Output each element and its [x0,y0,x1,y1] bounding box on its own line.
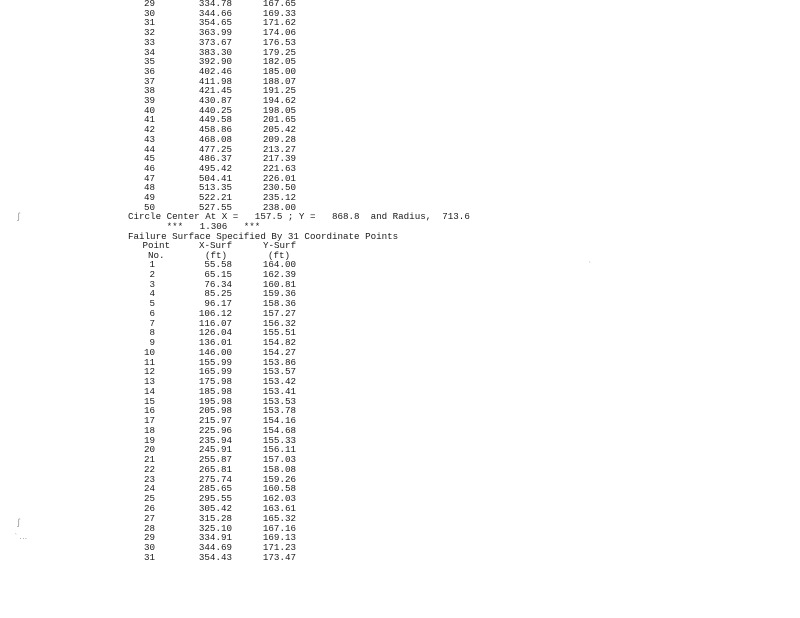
point-number-cell: 34 [143,46,155,58]
point-number-cell: 33 [143,36,155,48]
point-number-cell: 47 [143,172,155,184]
x-surf-cell: 76.34 [204,278,232,290]
point-number-cell: 38 [143,85,155,97]
x-surf-cell: 106.12 [198,307,232,319]
y-surf-cell: 154.82 [262,337,296,349]
x-surf-cell: 354.43 [198,551,232,563]
y-surf-cell: 154.27 [262,346,296,358]
x-surf-cell: 363.99 [198,27,232,39]
point-number-cell: 4 [149,288,155,300]
point-number-cell: 32 [143,27,155,39]
y-surf-cell: 230.50 [262,182,296,194]
x-surf-cell: 255.87 [198,454,232,466]
y-surf-header: Y-Surf [263,240,297,251]
point-number-cell: 43 [143,133,155,145]
x-surf-cell: 315.28 [198,512,232,524]
point-number-cell: 18 [143,424,155,436]
point-number-cell: 26 [143,503,155,514]
x-surf-cell: 175.98 [198,376,232,388]
point-number-cell: 1 [149,259,155,270]
y-surf-cell: 153.57 [262,366,296,378]
x-surf-cell: 421.45 [198,85,232,97]
x-surf-cell: 205.98 [198,405,232,417]
y-surf-cell: 169.13 [262,532,296,544]
point-number-cell: 10 [143,346,155,358]
x-surf-cell: 504.41 [198,172,232,184]
point-number-cell: 27 [143,512,155,524]
y-surf-cell: 159.36 [262,288,296,300]
y-surf-cell: 154.16 [262,415,296,427]
y-surf-cell: 201.65 [262,114,296,126]
point-number-cell: 40 [143,104,155,116]
point-number-cell: 23 [143,473,155,485]
point-number-cell: 12 [143,366,155,378]
x-surf-cell: 402.46 [198,65,232,77]
y-surf-cell: 165.32 [262,512,296,524]
point-number-cell: 37 [143,75,155,87]
y-surf-cell: 159.26 [262,473,296,485]
x-surf-cell: 265.81 [198,463,232,475]
y-surf-cell: 153.53 [262,395,296,407]
circle-center-line: Circle Center At X = 157.5 ; Y = 868.8 and Radius, 713.6 [128,211,470,222]
y-surf-cell: 167.65 [262,0,296,9]
point-number-cell: 20 [143,444,155,456]
point-number-cell: 28 [143,522,155,534]
x-surf-cell: 215.97 [198,415,232,427]
y-surf-cell: 158.08 [262,463,296,475]
y-surf-cell: 188.07 [262,75,296,87]
y-surf-cell: 154.68 [262,424,296,436]
x-surf-cell: 430.87 [198,95,232,106]
point-number-cell: 31 [143,17,155,29]
point-number-cell: 48 [143,182,155,194]
x-surf-cell: 383.30 [198,46,232,58]
point-number-cell: 14 [143,385,155,397]
y-surf-cell: 191.25 [262,85,296,97]
x-surf-cell: 235.94 [198,434,232,446]
x-surf-cell: 513.35 [198,182,232,194]
x-surf-cell: 85.25 [204,288,232,300]
y-surf-cell: 182.05 [262,56,296,68]
x-surf-cell: 325.10 [198,522,232,534]
y-surf-cell: 213.27 [262,143,296,155]
point-number-cell: 17 [143,415,155,427]
point-number-cell: 15 [143,395,155,407]
x-surf-cell: 96.17 [204,298,232,310]
y-surf-cell: 163.61 [262,503,296,514]
y-surf-cell: 153.41 [262,385,296,397]
point-number-cell: 22 [143,463,155,475]
x-surf-cell: 165.99 [198,366,232,378]
x-surf-cell: 449.58 [198,114,232,126]
y-surf-cell: 164.00 [262,259,296,270]
y-unit-header: (ft) [268,250,291,261]
y-surf-cell: 171.62 [262,17,296,29]
point-number-cell: 50 [143,201,155,213]
y-surf-cell: 205.42 [262,124,296,136]
x-surf-cell: 55.58 [204,259,232,270]
y-surf-cell: 209.28 [262,133,296,145]
x-surf-cell: 126.04 [198,327,232,339]
x-surf-cell: 334.91 [198,532,232,544]
point-number-cell: 29 [143,0,155,9]
y-surf-cell: 173.47 [262,551,296,563]
point-number-cell: 49 [143,192,155,203]
x-surf-cell: 245.91 [198,444,232,456]
y-surf-cell: 162.03 [262,493,296,505]
point-number-cell: 36 [143,65,155,77]
x-surf-cell: 295.55 [198,493,232,505]
y-surf-cell: 174.06 [262,27,296,39]
point-number-cell: 2 [149,268,155,280]
point-number-cell: 46 [143,162,155,174]
x-surf-cell: 275.74 [198,473,232,485]
failure-surface-header: Failure Surface Specified By 31 Coordinate Points [128,231,399,242]
y-surf-cell: 153.86 [262,356,296,368]
x-surf-cell: 411.98 [198,75,232,87]
point-number-cell: 35 [143,56,155,68]
y-surf-cell: 157.27 [262,307,296,319]
x-surf-header: X-Surf [199,240,233,251]
y-surf-cell: 157.03 [262,454,296,466]
x-surf-cell: 468.08 [198,133,232,145]
x-surf-cell: 495.42 [198,162,232,174]
scan-mark: ʃ [16,518,22,528]
point-number-cell: 44 [143,143,155,155]
point-number-cell: 24 [143,483,155,495]
x-surf-cell: 486.37 [198,153,232,165]
y-surf-cell: 158.36 [262,298,296,310]
y-surf-cell: 176.53 [262,36,296,48]
point-number-cell: 30 [143,7,155,19]
point-number-cell: 29 [143,532,155,544]
x-surf-cell: 522.21 [198,192,232,203]
x-surf-cell: 344.66 [198,7,232,19]
x-surf-cell: 458.86 [198,124,232,136]
point-number-cell: 6 [149,307,155,319]
y-surf-cell: 217.39 [262,153,296,165]
y-surf-cell: 226.01 [262,172,296,184]
point-number-cell: 5 [149,298,155,310]
y-surf-cell: 156.11 [262,444,296,456]
y-surf-cell: 155.33 [262,434,296,446]
x-surf-cell: 285.65 [198,483,232,495]
no-header: No. [137,250,165,261]
y-surf-cell: 167.16 [262,522,296,534]
point-number-cell: 13 [143,376,155,388]
point-header: Point [137,240,171,251]
x-surf-cell: 440.25 [198,104,232,116]
point-number-cell: 30 [143,542,155,554]
y-surf-cell: 155.51 [262,327,296,339]
x-surf-cell: 116.07 [198,317,232,329]
scan-mark: ˋ.‥ [14,534,28,542]
y-surf-cell: 171.23 [262,542,296,554]
scan-mark: ʃ [16,212,22,222]
x-surf-cell: 373.67 [198,36,232,48]
x-surf-cell: 344.69 [198,542,232,554]
y-surf-cell: 185.00 [262,65,296,77]
x-surf-cell: 392.90 [198,56,232,68]
y-surf-cell: 235.12 [262,192,296,203]
x-surf-cell: 225.96 [198,424,232,436]
point-number-cell: 8 [149,327,155,339]
y-surf-cell: 153.78 [262,405,296,417]
x-surf-cell: 354.65 [198,17,232,29]
y-surf-cell: 162.39 [262,268,296,280]
y-surf-cell: 179.25 [262,46,296,58]
point-number-cell: 16 [143,405,155,417]
y-surf-cell: 160.58 [262,483,296,495]
point-number-cell: 9 [149,337,155,349]
x-surf-cell: 195.98 [198,395,232,407]
point-number-cell: 45 [143,153,155,165]
y-surf-cell: 238.00 [262,201,296,213]
point-number-cell: 31 [143,551,155,563]
x-surf-cell: 185.98 [198,385,232,397]
scan-mark: · [588,259,592,266]
point-number-cell: 7 [149,317,155,329]
x-surf-cell: 334.78 [198,0,232,9]
x-unit-header: (ft) [205,250,228,261]
y-surf-cell: 198.05 [262,104,296,116]
x-surf-cell: 305.42 [198,503,232,514]
x-surf-cell: 136.01 [198,337,232,349]
y-surf-cell: 156.32 [262,317,296,329]
point-number-cell: 19 [143,434,155,446]
point-number-cell: 21 [143,454,155,466]
y-surf-cell: 153.42 [262,376,296,388]
point-number-cell: 41 [143,114,155,126]
x-surf-cell: 65.15 [204,268,232,280]
x-surf-cell: 146.00 [198,346,232,358]
point-number-cell: 11 [143,356,155,368]
y-surf-cell: 160.81 [262,278,296,290]
x-surf-cell: 155.99 [198,356,232,368]
y-surf-cell: 221.63 [262,162,296,174]
point-number-cell: 3 [149,278,155,290]
y-surf-cell: 169.33 [262,7,296,19]
factor-of-safety-line: *** 1.306 *** [128,221,261,232]
point-number-cell: 25 [143,493,155,505]
x-surf-cell: 477.25 [198,143,232,155]
point-number-cell: 42 [143,124,155,136]
x-surf-cell: 527.55 [198,201,232,213]
y-surf-cell: 194.62 [262,95,296,106]
point-number-cell: 39 [143,95,155,106]
